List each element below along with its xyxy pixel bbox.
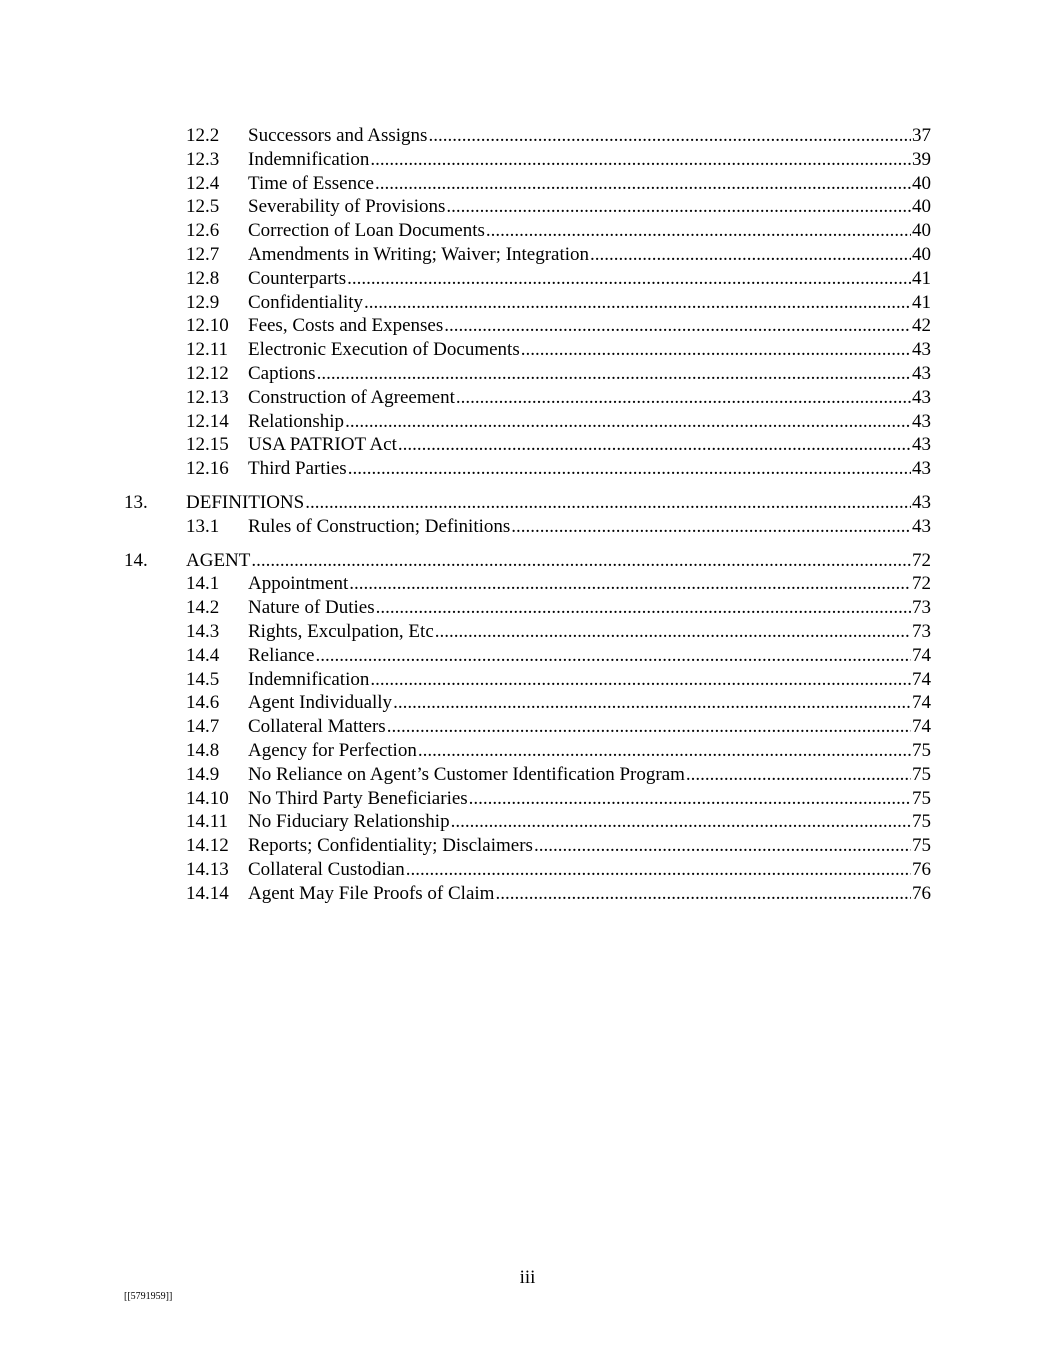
toc-entry <box>0 834 1055 858</box>
toc-entry-page: 72 <box>912 573 931 595</box>
toc-entry-number: 12.14 <box>186 410 229 432</box>
toc-entry-page: 76 <box>912 858 931 880</box>
toc-entry-page: 75 <box>912 811 931 833</box>
toc-section-title: AGENT <box>186 549 251 571</box>
toc-entry-page: 37 <box>912 125 931 146</box>
dot-leader <box>446 195 911 219</box>
toc-entry-page: 43 <box>912 339 931 361</box>
toc-entry-number: 12.7 <box>186 243 220 265</box>
toc-entry-number: 12.11 <box>186 339 229 361</box>
toc-entry-title: Fees, Costs and Expenses <box>248 315 444 337</box>
toc-entry-title: Construction of Agreement <box>248 386 455 408</box>
dot-leader <box>387 715 911 739</box>
toc-entry-page: 75 <box>912 835 931 857</box>
dot-leader <box>347 267 911 291</box>
toc-section-page: 43 <box>912 491 931 513</box>
toc-entry <box>0 572 1055 596</box>
dot-leader <box>317 362 911 386</box>
toc-entry-number: 14.9 <box>186 763 220 785</box>
toc-entry-number: 12.15 <box>186 434 229 456</box>
toc-entry-page: 74 <box>912 692 931 714</box>
dot-leader <box>456 386 911 410</box>
toc-entry-title: Relationship <box>248 410 345 432</box>
dot-leader <box>511 515 911 539</box>
toc-entry-page: 73 <box>912 597 931 619</box>
toc-entry <box>0 314 1055 338</box>
document-id: [[5791959]] <box>124 1291 173 1302</box>
dot-leader <box>315 644 911 668</box>
toc-entry-title: Reliance <box>248 644 315 666</box>
toc-entry-page: 75 <box>912 787 931 809</box>
toc-entry <box>0 882 1055 906</box>
toc-entry <box>0 195 1055 219</box>
dot-leader <box>444 314 911 338</box>
toc-entry-page: 74 <box>912 644 931 666</box>
toc-entry-title: Collateral Matters <box>248 716 386 738</box>
toc-entry-title: Time of Essence <box>248 172 374 194</box>
toc-entry-number: 14.10 <box>186 787 229 809</box>
toc-entry-title: Agency for Perfection <box>248 739 417 761</box>
toc-section <box>0 124 1055 481</box>
toc-entry-title: USA PATRIOT Act <box>248 434 397 456</box>
toc-entry-number: 12.12 <box>186 362 229 384</box>
dot-leader <box>370 148 911 172</box>
toc-entry-page: 43 <box>912 458 931 480</box>
toc-entry <box>0 644 1055 668</box>
toc-entry-number: 12.16 <box>186 458 229 480</box>
dot-leader <box>370 668 911 692</box>
toc-entry-number: 13.1 <box>186 515 220 537</box>
toc-entry <box>0 787 1055 811</box>
toc-entry-title: Confidentiality <box>248 291 364 313</box>
toc-section-title: DEFINITIONS <box>186 491 305 513</box>
toc-entry-number: 14.5 <box>186 668 220 690</box>
toc-entry-title: Rules of Construction; Definitions <box>248 515 511 537</box>
toc-entry-title: No Reliance on Agent’s Customer Identification Program <box>248 763 685 785</box>
toc-section-page: 72 <box>912 549 931 571</box>
toc-entry <box>0 267 1055 291</box>
toc-entry <box>0 515 1055 539</box>
toc-entry <box>0 620 1055 644</box>
toc-entry-page: 39 <box>912 148 931 170</box>
dot-leader <box>376 596 911 620</box>
toc-entry-number: 14.8 <box>186 739 220 761</box>
toc-entry <box>0 457 1055 481</box>
dot-leader <box>521 338 911 362</box>
toc-entry-page: 43 <box>912 410 931 432</box>
toc-entry-title: Electronic Execution of Documents <box>248 339 520 361</box>
toc-entry-page: 74 <box>912 668 931 690</box>
toc-section <box>0 549 1055 906</box>
toc-entry <box>0 338 1055 362</box>
toc-entry-page: 76 <box>912 882 931 904</box>
toc-entry-number: 14.14 <box>186 882 229 904</box>
toc-entry <box>0 291 1055 315</box>
toc-entry-number: 12.2 <box>186 125 220 146</box>
toc-entry-number: 12.13 <box>186 386 229 408</box>
toc-entry <box>0 691 1055 715</box>
toc-entry-number: 14.6 <box>186 692 220 714</box>
dot-leader <box>590 243 911 267</box>
toc-section-heading <box>0 549 1055 573</box>
toc-entry-number: 14.2 <box>186 597 220 619</box>
dot-leader <box>435 620 911 644</box>
toc-entry <box>0 668 1055 692</box>
toc-entry-page: 40 <box>912 243 931 265</box>
toc-entry <box>0 433 1055 457</box>
toc-section-number: 14. <box>124 549 148 571</box>
dot-leader <box>393 691 911 715</box>
toc-entry-number: 12.5 <box>186 196 220 218</box>
table-of-contents <box>0 124 1055 906</box>
dot-leader <box>251 549 911 573</box>
dot-leader <box>534 834 911 858</box>
toc-entry <box>0 243 1055 267</box>
toc-entry-title: Successors and Assigns <box>248 125 428 146</box>
toc-entry-number: 14.3 <box>186 620 220 642</box>
dot-leader <box>345 410 911 434</box>
toc-entry-number: 12.10 <box>186 315 229 337</box>
toc-entry-number: 14.7 <box>186 716 220 738</box>
toc-entry-page: 73 <box>912 620 931 642</box>
dot-leader <box>406 858 911 882</box>
toc-entry-page: 40 <box>912 220 931 242</box>
toc-entry <box>0 386 1055 410</box>
toc-entry-page: 74 <box>912 716 931 738</box>
toc-entry-title: Indemnification <box>248 148 370 170</box>
dot-leader <box>349 572 911 596</box>
toc-entry-page: 42 <box>912 315 931 337</box>
toc-entry-page: 40 <box>912 172 931 194</box>
toc-entry-page: 43 <box>912 362 931 384</box>
toc-entry-page: 43 <box>912 515 931 537</box>
toc-entry-number: 14.1 <box>186 573 220 595</box>
dot-leader <box>364 291 911 315</box>
toc-entry <box>0 362 1055 386</box>
toc-entry <box>0 858 1055 882</box>
dot-leader <box>375 172 911 196</box>
toc-entry-number: 14.11 <box>186 811 229 833</box>
toc-entry-title: Agent Individually <box>248 692 393 714</box>
dot-leader <box>686 763 911 787</box>
toc-entry <box>0 219 1055 243</box>
toc-entry-title: Captions <box>248 362 316 384</box>
toc-entry-title: Rights, Exculpation, Etc <box>248 620 434 642</box>
toc-entry-page: 40 <box>912 196 931 218</box>
toc-entry-title: Correction of Loan Documents <box>248 220 485 242</box>
toc-entry-number: 12.3 <box>186 148 220 170</box>
dot-leader <box>451 810 911 834</box>
dot-leader <box>398 433 911 457</box>
dot-leader <box>469 787 911 811</box>
toc-entry-title: Indemnification <box>248 668 370 690</box>
dot-leader <box>495 882 911 906</box>
toc-entry-title: Counterparts <box>248 267 347 289</box>
toc-entry <box>0 596 1055 620</box>
toc-entry <box>0 124 1055 148</box>
toc-entry-number: 12.6 <box>186 220 220 242</box>
toc-entry-page: 43 <box>912 386 931 408</box>
toc-entry-number: 14.13 <box>186 858 229 880</box>
toc-entry-title: No Third Party Beneficiaries <box>248 787 468 809</box>
toc-entry-page: 75 <box>912 739 931 761</box>
toc-entry-number: 12.4 <box>186 172 220 194</box>
toc-entry <box>0 172 1055 196</box>
toc-entry-title: Appointment <box>248 573 349 595</box>
toc-entry-title: Third Parties <box>248 458 347 480</box>
toc-entry-page: 41 <box>912 267 931 289</box>
toc-entry-title: Nature of Duties <box>248 597 375 619</box>
toc-entry-title: Reports; Confidentiality; Disclaimers <box>248 835 533 857</box>
toc-entry-page: 41 <box>912 291 931 313</box>
toc-entry <box>0 715 1055 739</box>
dot-leader <box>305 491 911 515</box>
toc-section-heading <box>0 491 1055 515</box>
toc-entry-number: 14.12 <box>186 835 229 857</box>
toc-entry-page: 43 <box>912 434 931 456</box>
toc-entry <box>0 410 1055 434</box>
toc-entry <box>0 148 1055 172</box>
toc-entry-page: 75 <box>912 763 931 785</box>
dot-leader <box>418 739 911 763</box>
dot-leader <box>428 124 911 148</box>
toc-entry-number: 14.4 <box>186 644 220 666</box>
toc-entry-title: Amendments in Writing; Waiver; Integration <box>248 243 590 265</box>
toc-entry-title: No Fiduciary Relationship <box>248 811 450 833</box>
toc-entry-number: 12.8 <box>186 267 220 289</box>
toc-entry <box>0 763 1055 787</box>
dot-leader <box>486 219 911 243</box>
toc-entry-title: Severability of Provisions <box>248 196 446 218</box>
dot-leader <box>348 457 911 481</box>
toc-section <box>0 491 1055 539</box>
toc-entry <box>0 739 1055 763</box>
toc-section-number: 13. <box>124 491 148 513</box>
toc-entry-title: Agent May File Proofs of Claim <box>248 882 495 904</box>
page-number: iii <box>519 1267 536 1288</box>
toc-entry-title: Collateral Custodian <box>248 858 405 880</box>
toc-entry-number: 12.9 <box>186 291 220 313</box>
toc-entry <box>0 810 1055 834</box>
